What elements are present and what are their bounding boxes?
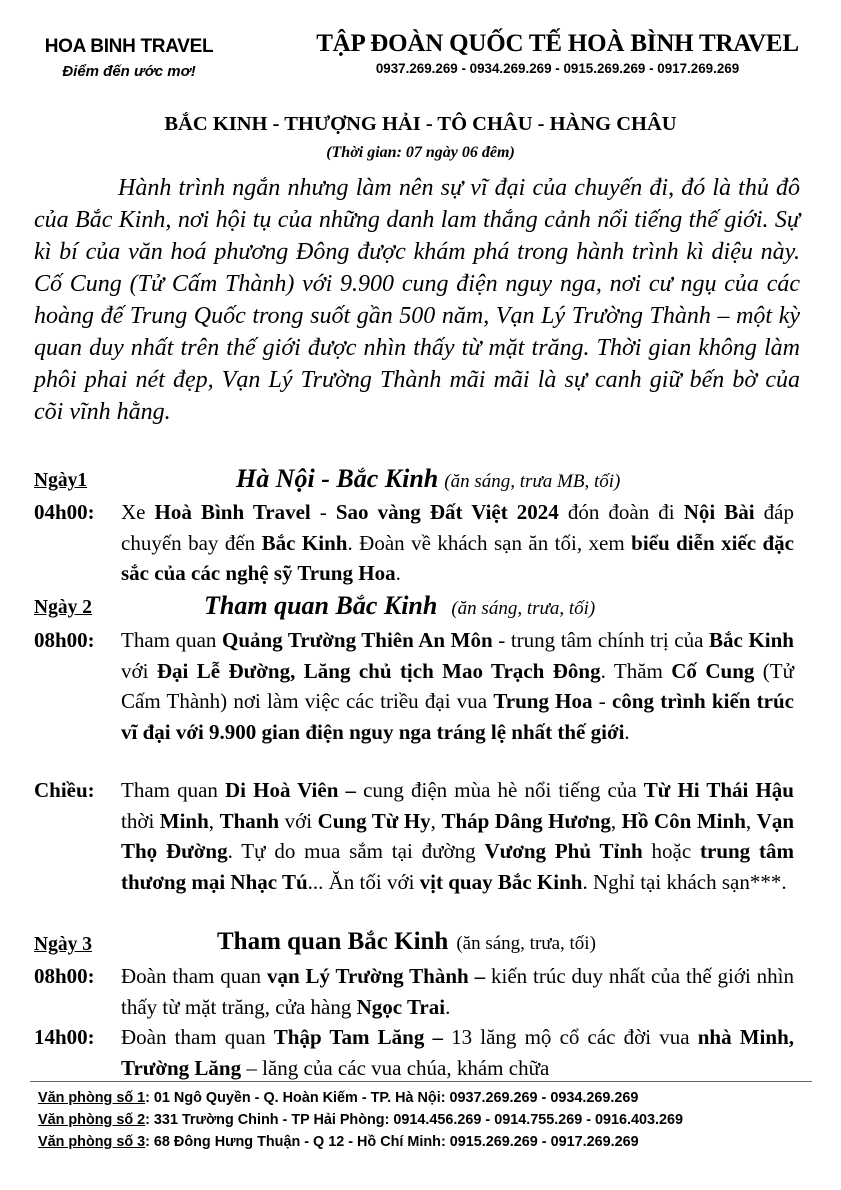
plain-text: cung điện mùa hè nổi tiếng của <box>356 778 644 802</box>
emphasis-text: Hoà Bình Travel <box>154 500 311 524</box>
emphasis-text: biểu diễn xiếc đặc sắc của các nghệ sỹ Trung Hoa <box>121 530 794 586</box>
schedule-item <box>34 625 794 747</box>
plain-text: , <box>745 808 757 833</box>
day-label: Ngày1 <box>34 470 88 491</box>
plain-text: . <box>624 719 630 744</box>
day-heading <box>34 464 814 496</box>
plain-text: ... Ăn tối với <box>307 869 420 894</box>
emphasis-text: Vạn Thọ Đường <box>121 808 795 864</box>
brand-block <box>34 36 224 80</box>
schedule-text <box>121 625 794 747</box>
plain-text: đón đoàn đi <box>558 500 684 524</box>
plain-text: . Đoàn về khách sạn ăn tối, xem <box>347 530 632 555</box>
emphasis-text: Cố Cung <box>671 658 755 683</box>
schedule-time: 04h00: <box>34 500 95 524</box>
emphasis-text: nhà Minh, Trường Lăng <box>121 1025 794 1080</box>
company-block <box>300 30 815 76</box>
plain-text: Đoàn tham quan <box>121 1025 274 1049</box>
day-heading <box>34 928 814 960</box>
day-title-text: Hà Nội - Bắc Kinh <box>236 464 439 493</box>
day-title-text: Tham quan Bắc Kinh <box>217 928 449 955</box>
emphasis-text: vạn Lý Trường Thành – <box>266 964 486 988</box>
day-title <box>217 928 596 956</box>
office-address: : 331 Trường Chinh - TP Hải Phòng: 0914.456.269 - 0914.755.269 - 0916.403.269 <box>145 1112 684 1128</box>
plain-text: . <box>395 561 401 586</box>
footer-divider <box>30 1081 812 1082</box>
emphasis-text: Vương Phủ Tỉnh <box>484 839 643 864</box>
emphasis-text: Hồ Côn Minh <box>621 808 746 833</box>
company-name: TẬP ĐOÀN QUỐC TẾ HOÀ BÌNH TRAVEL <box>316 30 799 57</box>
plain-text: – lăng của các vua chúa, khám chữa <box>241 1055 550 1080</box>
day-title-text: Tham quan Bắc Kinh <box>204 591 438 620</box>
schedule-item <box>34 1022 794 1083</box>
office-address: : 68 Đông Hưng Thuận - Q 12 - Hồ Chí Minh: 0915.269.269 - 0917.269.269 <box>145 1134 639 1150</box>
plain-text: thời <box>121 808 160 833</box>
plain-text: với <box>279 808 318 833</box>
plain-text: . Thăm <box>600 658 672 683</box>
day-label: Ngày 3 <box>34 934 92 955</box>
tour-title: BẮC KINH - THƯỢNG HẢI - TÔ CHÂU - HÀNG CHÂU <box>164 113 677 135</box>
day-meals: (ăn sáng, trưa, tối) <box>451 598 596 619</box>
plain-text: với <box>121 658 157 683</box>
schedule-text <box>121 961 794 1022</box>
office-address: : 01 Ngô Quyền - Q. Hoàn Kiếm - TP. Hà Nội: 0937.269.269 - 0934.269.269 <box>145 1090 639 1106</box>
plain-text: Tham quan <box>121 628 222 652</box>
emphasis-text: Sao vàng Đất Việt 2024 <box>335 500 559 524</box>
plain-text: đáp chuyến bay đến <box>121 500 794 555</box>
plain-text: . Nghỉ tại khách sạn***. <box>582 869 787 894</box>
emphasis-text: Bắc Kinh <box>709 628 794 652</box>
schedule-item <box>34 775 794 897</box>
day-meals: (ăn sáng, trưa, tối) <box>456 933 596 954</box>
tour-duration: (Thời gian: 07 ngày 06 đêm) <box>326 144 515 161</box>
schedule-item <box>34 497 794 589</box>
emphasis-text: Thanh <box>219 808 280 833</box>
hotline-numbers: 0937.269.269 - 0934.269.269 - 0915.269.269 - 0917.269.269 <box>375 61 740 76</box>
plain-text: . <box>445 994 451 1019</box>
schedule-item <box>34 961 794 1022</box>
emphasis-text: Trung Hoa <box>493 689 593 714</box>
brand-name: HOA BINH TRAVEL <box>44 36 214 57</box>
plain-text: , <box>610 808 622 833</box>
plain-text: (Tử Cấm Thành) nơi làm việc các triều đại vua <box>121 658 794 714</box>
office-label: Văn phòng số 2 <box>38 1112 146 1128</box>
plain-text: Xe <box>121 500 155 524</box>
plain-text: , <box>208 808 220 833</box>
plain-text: , <box>430 808 442 833</box>
emphasis-text: vịt quay Bắc Kinh <box>419 869 583 894</box>
office-line <box>38 1109 818 1131</box>
emphasis-text: công trình kiến trúc vĩ đại với 9.900 gian điện nguy nga tráng lệ nhất thế giới <box>121 689 794 744</box>
office-line <box>38 1087 818 1109</box>
plain-text: hoặc <box>642 839 700 864</box>
schedule-text <box>121 497 794 589</box>
plain-text: - trung tâm chính trị của <box>492 628 710 652</box>
schedule-text <box>121 775 794 897</box>
schedule-time: 14h00: <box>34 1025 95 1049</box>
plain-text: . Tự do mua sắm tại đường <box>227 839 485 864</box>
emphasis-text: Từ Hi Thái Hậu <box>643 778 794 802</box>
emphasis-text: Thập Tam Lăng – <box>273 1025 443 1049</box>
emphasis-text: Di Hoà Viên – <box>225 778 356 802</box>
plain-text: - <box>310 500 336 524</box>
office-line <box>38 1131 818 1153</box>
schedule-text <box>121 1022 794 1083</box>
day-title <box>204 591 595 621</box>
emphasis-text: Cung Từ Hy <box>317 808 431 833</box>
schedule-time: 08h00: <box>34 964 95 988</box>
office-label: Văn phòng số 3 <box>38 1134 146 1150</box>
day-title <box>236 464 620 494</box>
office-label: Văn phòng số 1 <box>38 1090 146 1106</box>
emphasis-text: Minh <box>159 808 209 833</box>
emphasis-text: trung tâm thương mại Nhạc Tú <box>121 839 794 894</box>
plain-text: Đoàn tham quan <box>121 964 267 988</box>
emphasis-text: Đại Lễ Đường, Lăng chủ tịch Mao Trạch Đông <box>156 658 601 683</box>
day-label: Ngày 2 <box>34 597 92 618</box>
plain-text: 13 lăng mộ cổ các đời vua <box>442 1025 698 1049</box>
schedule-time: Chiều: <box>34 778 95 802</box>
plain-text: - <box>592 689 612 714</box>
brand-slogan: Điểm đến ước mơ! <box>62 63 196 80</box>
emphasis-text: Quảng Trường Thiên An Môn <box>221 628 493 652</box>
plain-text: Tham quan <box>121 778 226 802</box>
tour-intro: Hành trình ngắn nhưng làm nên sự vĩ đại của chuyến đi, đó là thủ đô của Bắc Kinh, nơi hội tụ của những danh lam thắng cảnh nổi tiếng thế giới. Sự kì bí của văn hoá phương Đông được khám phá trong hành trình kì diệu này. Cố Cung (Tử Cấm Thành) với 9.900 cung điện nguy nga, nơi cư ngụ của các hoàng đế Trung Quốc trong suốt gần 500 năm, Vạn Lý Trường Thành – một kỳ quan duy nhất trên thế giới được nhìn thấy từ mặt trăng. Thời gian không làm phôi phai nét đẹp, Vạn Lý Trường Thành mãi mãi là sự canh giữ bến bờ của cõi vĩnh hằng. <box>34 175 800 425</box>
plain-text: kiến trúc duy nhất của thế giới nhìn thấy từ mặt trăng, cửa hàng <box>121 964 794 1019</box>
emphasis-text: Ngọc Trai <box>356 994 446 1019</box>
emphasis-text: Bắc Kinh <box>261 530 348 555</box>
day-heading <box>34 591 814 623</box>
footer-offices <box>38 1087 818 1153</box>
day-meals: (ăn sáng, trưa MB, tối) <box>444 471 621 492</box>
emphasis-text: Tháp Dâng Hương <box>441 808 611 833</box>
emphasis-text: Nội Bài <box>683 500 755 524</box>
schedule-time: 08h00: <box>34 628 95 652</box>
